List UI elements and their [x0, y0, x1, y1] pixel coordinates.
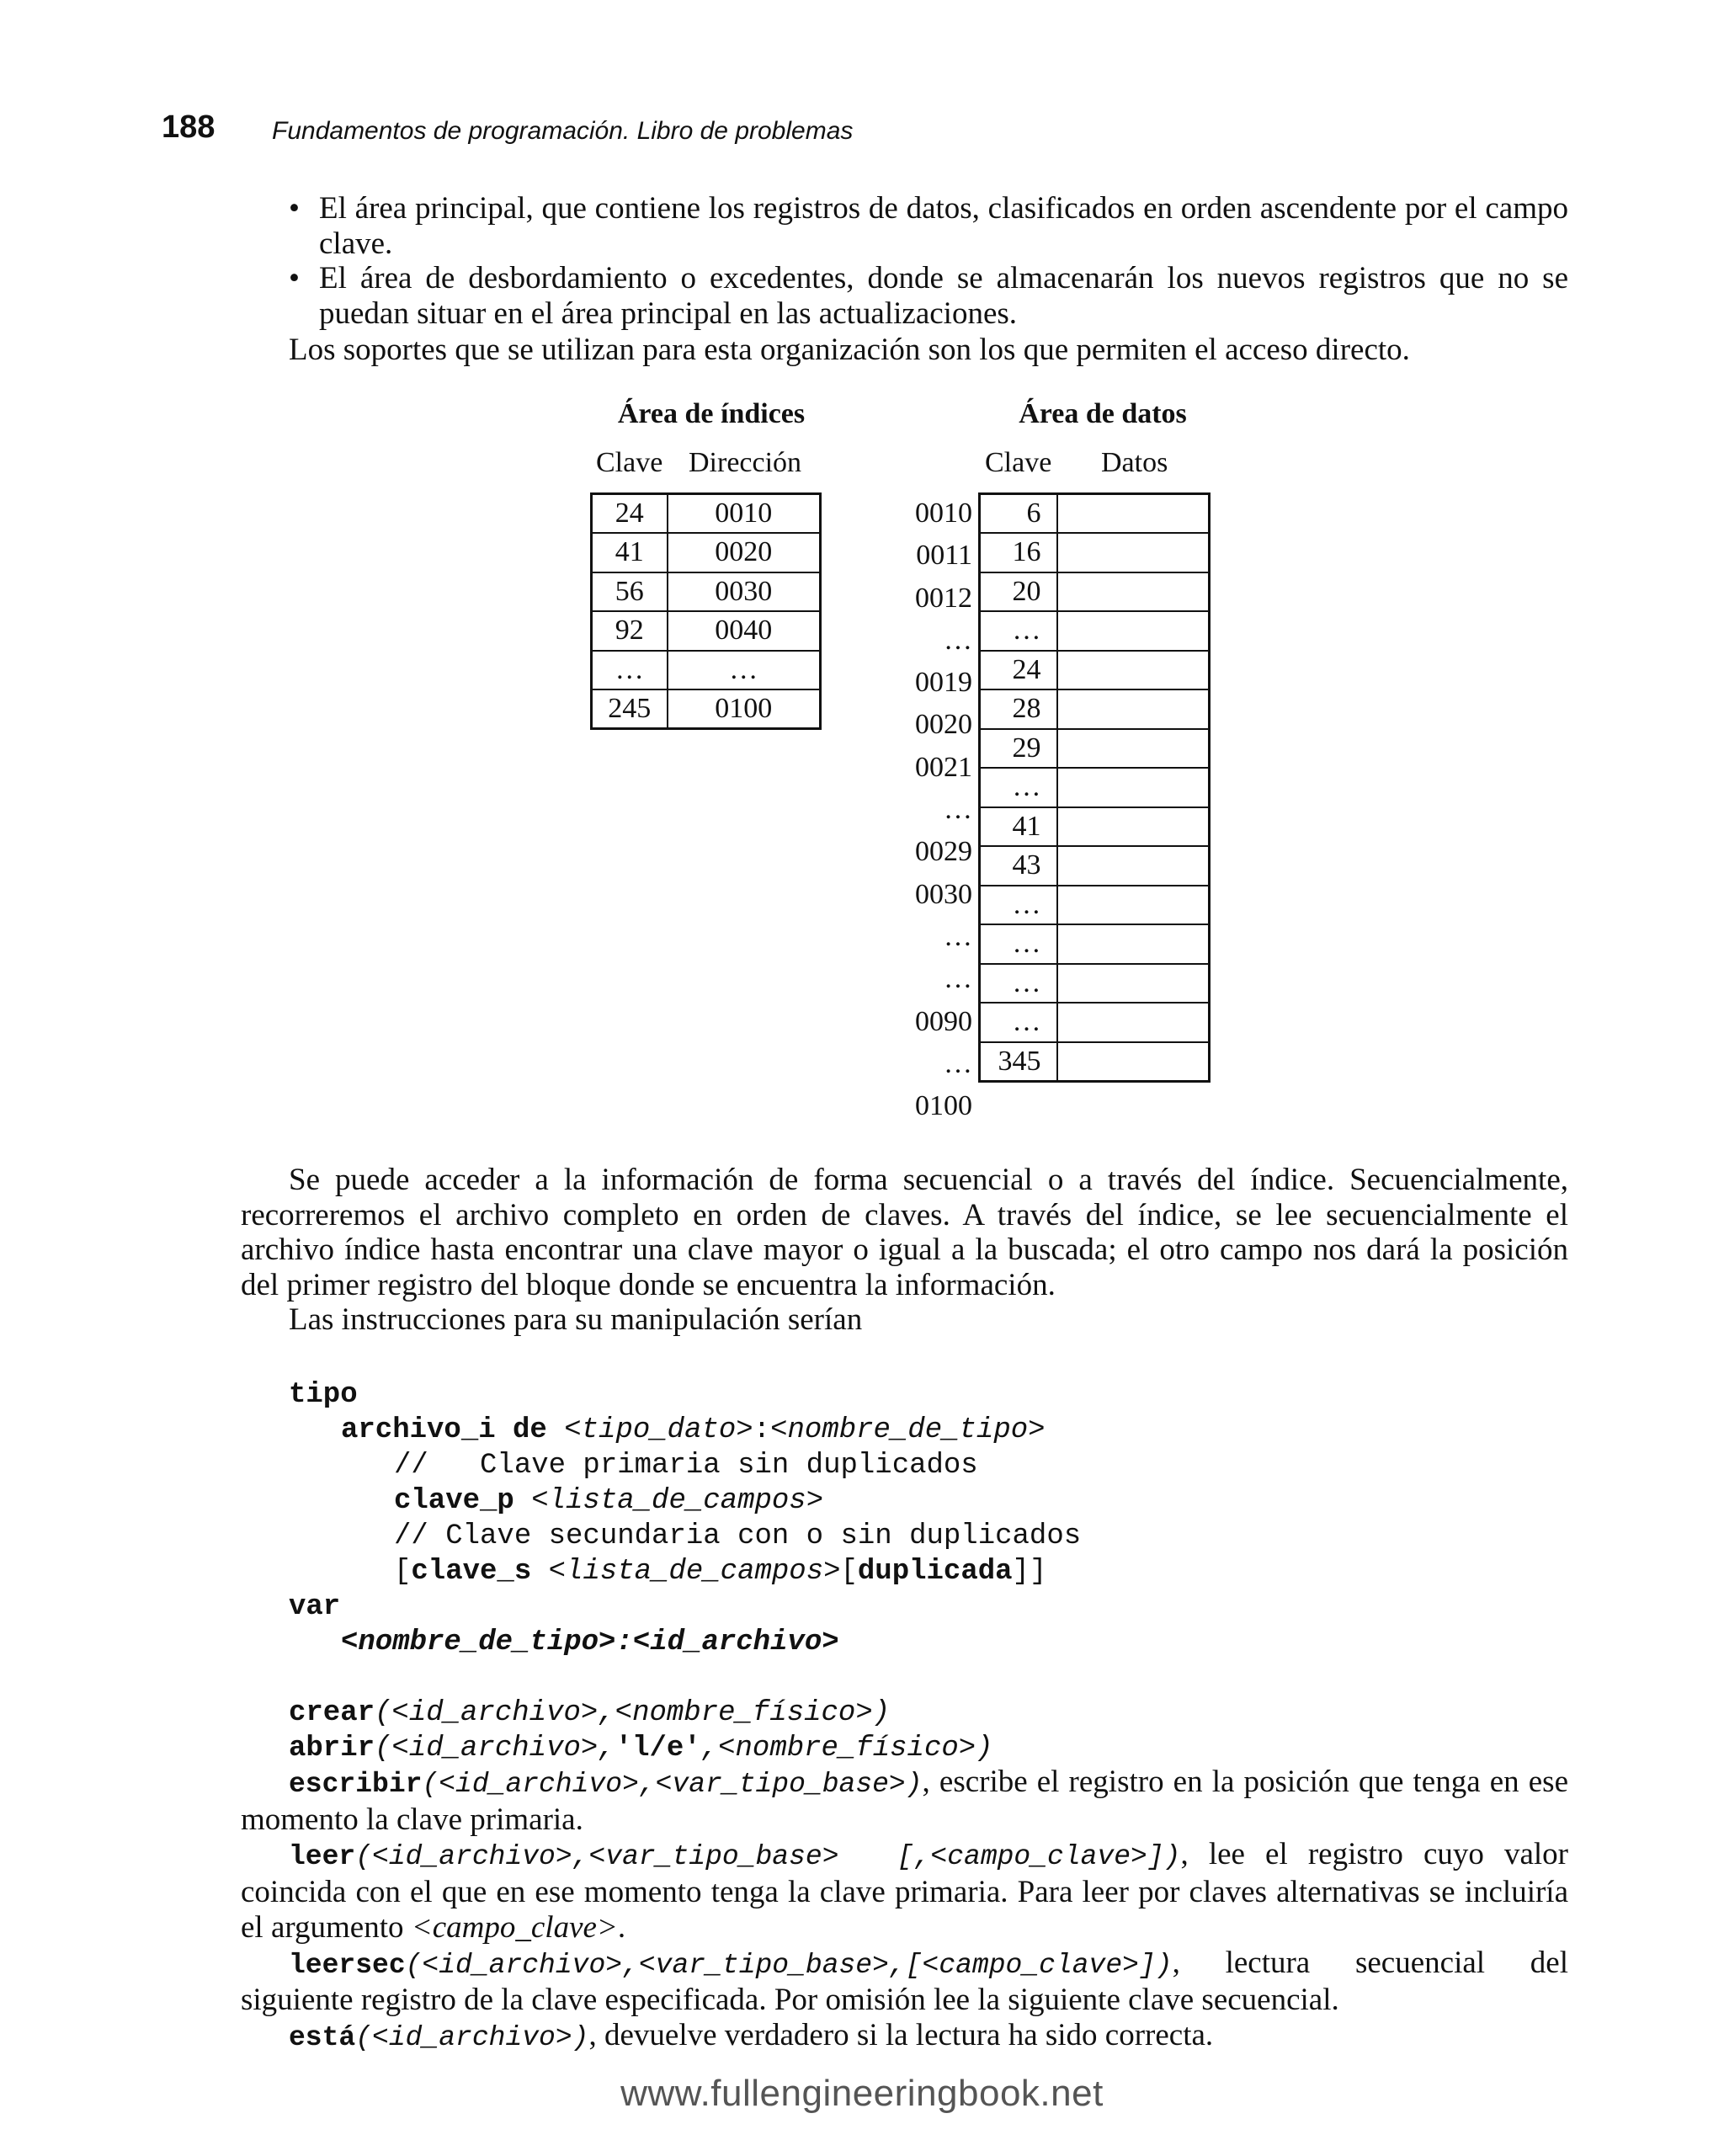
instr-crear: [289, 1696, 890, 1731]
data-table-row: [980, 1003, 1210, 1042]
index-table-row: [592, 611, 821, 651]
code-line: [341, 1413, 1046, 1448]
index-table: [590, 492, 822, 730]
code-keyword: duplicada: [857, 1556, 1013, 1588]
data-datos-cell: [1057, 611, 1210, 651]
data-table-row: [980, 1042, 1210, 1082]
index-direccion-cell: …: [668, 651, 821, 690]
index-clave-cell: 56: [592, 572, 668, 612]
data-address-label: 0020: [915, 709, 972, 741]
index-table-row: [592, 572, 821, 612]
data-table-row: [980, 846, 1210, 886]
data-address-label: …: [944, 963, 972, 995]
instr-desc: , escribe el registro en la posición que tenga en ese momento la clave primaria.: [241, 1765, 1568, 1837]
code-line: [394, 1483, 823, 1519]
data-datos-cell: [1057, 1042, 1210, 1082]
code-param: <tipo_dato>: [564, 1414, 753, 1446]
data-table-title: Área de datos: [1019, 398, 1187, 429]
data-datos-cell: [1057, 846, 1210, 886]
code-line: [289, 1589, 340, 1625]
data-table-row: [980, 689, 1210, 729]
code-args: (<id_archivo>,<var_tipo_base>,[<campo_clave>]): [405, 1949, 1173, 1981]
data-table-row: [980, 964, 1210, 1003]
code-keyword: leer: [289, 1841, 356, 1873]
data-table-row: [980, 611, 1210, 651]
code-mode: 'l/e': [615, 1733, 701, 1765]
instr-desc: , lectura secuencial del siguiente registro de la clave especificada. Por omisión lee la siguiente clave secuencial.: [241, 1945, 1568, 2018]
data-clave-cell: 28: [980, 689, 1057, 729]
data-address-label: 0019: [915, 667, 972, 699]
code-args: ,<nombre_físico>): [700, 1733, 993, 1765]
bullet-item: [289, 191, 1568, 261]
code-keyword: var: [289, 1591, 341, 1623]
data-table-row: [980, 886, 1210, 925]
data-col-clave: Clave: [985, 447, 1052, 478]
data-clave-cell: 24: [980, 651, 1057, 690]
index-table-row: [592, 533, 821, 572]
access-paragraph: Se puede acceder a la información de forma secuencial o a través del índice. Secuencialmente, recorreremos el archivo completo en orden de claves. A través del índice, se lee secuencialmente el archivo índice hasta encontrar una clave mayor o igual a la buscada; el otro campo nos dará la posición del primer registro del bloque donde se encuentra la información.: [241, 1163, 1568, 1303]
data-clave-cell: …: [980, 924, 1057, 964]
instr-leersec: [241, 1946, 1568, 2018]
data-address-label: 0012: [915, 582, 972, 614]
code-param: <nombre_de_tipo>: [770, 1414, 1046, 1446]
code-keyword: está: [289, 2021, 356, 2053]
index-table-row: [592, 651, 821, 690]
data-clave-cell: 20: [980, 572, 1057, 612]
code-comment: // Clave primaria sin duplicados: [394, 1450, 978, 1482]
code-colon: :: [753, 1414, 771, 1446]
data-address-label: 0029: [915, 836, 972, 868]
instr-end: .: [617, 1909, 626, 1945]
index-clave-cell: 24: [592, 494, 668, 534]
data-datos-cell: [1057, 689, 1210, 729]
instr-abrir: [289, 1731, 993, 1766]
data-address-label: 0021: [915, 751, 972, 783]
code-param: <lista_de_campos>: [531, 1485, 824, 1517]
data-datos-cell: [1057, 533, 1210, 572]
bullet-list: [289, 191, 1568, 332]
data-address-label: …: [944, 794, 972, 826]
soportes-text: Los soportes que se utilizan para esta organización son los que permiten el acceso directo.: [289, 333, 1410, 367]
instruction-descriptions: [241, 1765, 1568, 2056]
data-table-row: [980, 572, 1210, 612]
data-clave-cell: 345: [980, 1042, 1057, 1082]
data-clave-cell: 6: [980, 494, 1057, 534]
page-number: 188: [162, 109, 216, 145]
index-table-title: Área de índices: [617, 398, 806, 429]
code-args: (<id_archivo>): [355, 2021, 589, 2053]
data-datos-cell: [1057, 964, 1210, 1003]
index-direccion-cell: 0040: [668, 611, 821, 651]
code-keyword: leersec: [289, 1949, 406, 1981]
data-table-row: [980, 924, 1210, 964]
data-address-label: 0030: [915, 878, 972, 910]
bullet-item: [289, 261, 1568, 331]
data-datos-cell: [1057, 651, 1210, 690]
bullet-symbol: •: [289, 261, 300, 296]
data-table: [978, 492, 1211, 1083]
code-line: [394, 1554, 1046, 1589]
index-col-direccion: Dirección: [689, 447, 802, 478]
code-args: (<id_archivo>,: [375, 1733, 615, 1765]
bullet-symbol: •: [289, 191, 300, 226]
instr-desc: , lee el registro cuyo valor coincida con el que en ese momento tenga la clave primaria. Para leer por claves alternativas se incluiría el argumento: [241, 1837, 1568, 1945]
code-keyword: clave_p: [394, 1485, 514, 1517]
data-datos-cell: [1057, 924, 1210, 964]
instr-arg: <campo_clave>: [411, 1909, 618, 1945]
index-col-clave: Clave: [596, 447, 663, 478]
data-table-row: [980, 494, 1210, 534]
data-address-label: 0010: [915, 498, 972, 529]
index-direccion-cell: 0100: [668, 689, 821, 729]
data-address-label: 0100: [915, 1090, 972, 1122]
data-datos-cell: [1057, 768, 1210, 807]
code-line: [341, 1625, 839, 1660]
data-clave-cell: …: [980, 1003, 1057, 1042]
bullet-text: El área principal, que contiene los registros de datos, clasificados en orden ascendente por el campo clave.: [319, 191, 1568, 261]
data-address-label: …: [944, 1047, 972, 1079]
instr-esta: [241, 2018, 1568, 2056]
data-clave-cell: …: [980, 886, 1057, 925]
data-datos-cell: [1057, 807, 1210, 847]
code-param: <lista_de_campos>: [548, 1556, 841, 1588]
code-keyword: clave_s: [411, 1556, 532, 1588]
index-direccion-cell: 0010: [668, 494, 821, 534]
data-table-row: [980, 768, 1210, 807]
index-clave-cell: 92: [592, 611, 668, 651]
instr-leer: [241, 1837, 1568, 1945]
code-args: (<id_archivo>,<var_tipo_base> [,<campo_clave>]): [355, 1841, 1181, 1873]
data-address-label: …: [944, 624, 972, 656]
data-clave-cell: 43: [980, 846, 1057, 886]
data-table-row: [980, 729, 1210, 769]
data-table-row: [980, 807, 1210, 847]
code-args: (<id_archivo>,<var_tipo_base>): [422, 1769, 923, 1800]
data-clave-cell: 16: [980, 533, 1057, 572]
data-address-label: 0011: [916, 540, 972, 572]
code-args: (<id_archivo>,<nombre_físico>): [375, 1697, 891, 1729]
index-table-row: [592, 689, 821, 729]
index-direccion-cell: 0030: [668, 572, 821, 612]
instr-desc: , devuelve verdadero si la lectura ha sido correcta.: [588, 2017, 1214, 2052]
data-clave-cell: …: [980, 768, 1057, 807]
code-keyword: crear: [289, 1697, 375, 1729]
data-clave-cell: 41: [980, 807, 1057, 847]
data-clave-cell: 29: [980, 729, 1057, 769]
index-direccion-cell: 0020: [668, 533, 821, 572]
index-clave-cell: …: [592, 651, 668, 690]
bullet-text: El área de desbordamiento o excedentes, donde se almacenarán los nuevos registros que no se puedan situar en el área principal en las actualizaciones.: [319, 261, 1568, 332]
code-bracket: [: [840, 1556, 858, 1588]
code-keyword: abrir: [289, 1733, 375, 1765]
instructions-intro: Las instrucciones para su manipulación serían: [289, 1302, 863, 1337]
data-table-row: [980, 651, 1210, 690]
data-address-label: 0090: [915, 1005, 972, 1037]
index-table-row: [592, 494, 821, 534]
code-type-decl: [289, 1377, 358, 1413]
data-address-label: …: [944, 920, 972, 952]
data-datos-cell: [1057, 886, 1210, 925]
data-clave-cell: …: [980, 964, 1057, 1003]
footer-watermark: www.fullengineeringbook.net: [620, 2073, 1104, 2114]
code-keyword: escribir: [289, 1769, 423, 1800]
index-clave-cell: 41: [592, 533, 668, 572]
data-datos-cell: [1057, 494, 1210, 534]
code-keyword: tipo: [289, 1379, 358, 1411]
running-title: Fundamentos de programación. Libro de problemas: [272, 117, 854, 145]
data-address-column: [888, 492, 972, 1127]
code-keyword: archivo_i de: [341, 1414, 547, 1446]
code-var-decl: <nombre_de_tipo>:<id_archivo>: [341, 1626, 839, 1658]
data-datos-cell: [1057, 729, 1210, 769]
code-comment: // Clave secundaria con o sin duplicados: [394, 1520, 1082, 1552]
code-bracket: [: [394, 1556, 412, 1588]
data-clave-cell: …: [980, 611, 1057, 651]
data-col-datos: Datos: [1101, 447, 1168, 478]
code-bracket: ]]: [1012, 1556, 1047, 1588]
data-datos-cell: [1057, 572, 1210, 612]
index-clave-cell: 245: [592, 689, 668, 729]
data-table-row: [980, 533, 1210, 572]
instr-escribir: [241, 1765, 1568, 1837]
data-datos-cell: [1057, 1003, 1210, 1042]
